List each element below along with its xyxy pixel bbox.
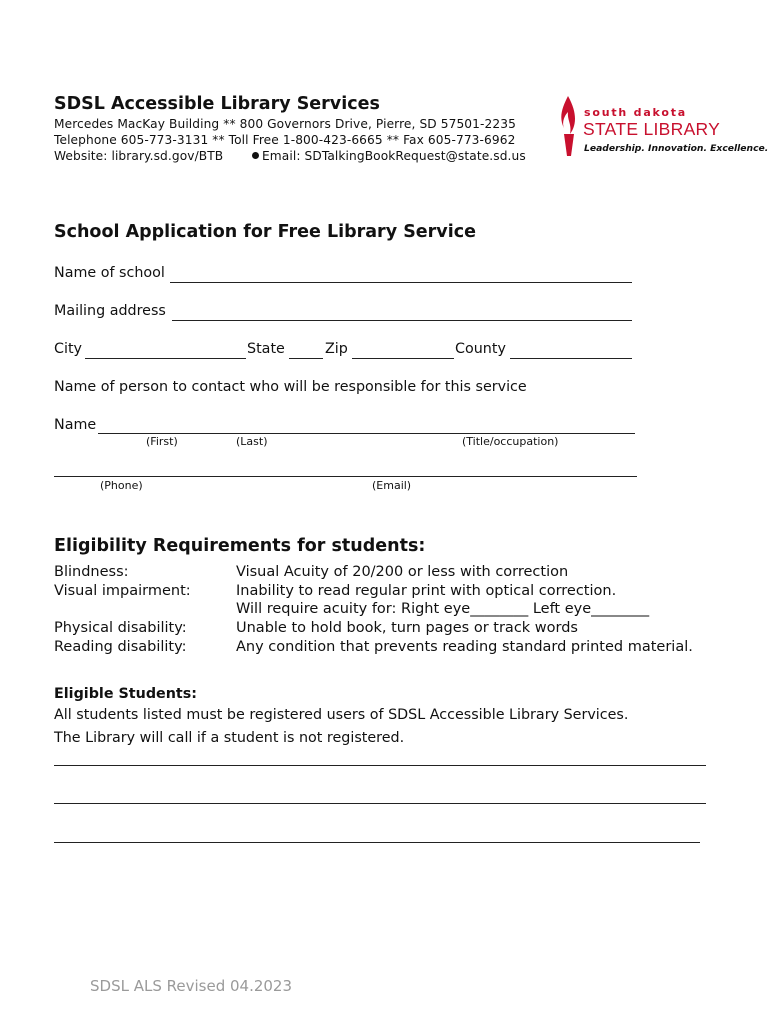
zip-input-line[interactable]	[352, 358, 454, 359]
logo-line2: STATE LIBRARY	[583, 119, 721, 139]
student-line-1[interactable]	[54, 765, 706, 766]
logo-line1: south dakota	[584, 106, 688, 119]
contact-intro: Name of person to contact who will be responsible for this service	[54, 379, 527, 395]
torch-flame-icon	[556, 94, 582, 158]
state-input-line[interactable]	[289, 358, 323, 359]
school-label: Name of school	[54, 265, 165, 281]
state-library-logo	[556, 94, 769, 160]
eligibility-desc-physical: Unable to hold book, turn pages or track words	[236, 620, 578, 636]
header-address: Mercedes MacKay Building ** 800 Governors Drive, Pierre, SD 57501-2235	[54, 117, 516, 131]
eligible-students-line1: All students listed must be registered users of SDSL Accessible Library Services.	[54, 707, 629, 723]
header-telephone: Telephone 605-773-3131 ** Toll Free 1-800-423-6665 ** Fax 605-773-6962	[54, 133, 516, 147]
eligible-students-title: Eligible Students:	[54, 686, 197, 702]
eligibility-label-reading: Reading disability:	[54, 639, 187, 655]
eligibility-title: Eligibility Requirements for students:	[54, 536, 426, 556]
name-input-line[interactable]	[98, 433, 635, 434]
header-email-row	[252, 149, 526, 163]
application-title: School Application for Free Library Service	[54, 222, 476, 242]
school-input-line[interactable]	[170, 282, 632, 283]
phone-caption: (Phone)	[100, 479, 143, 492]
student-line-3[interactable]	[54, 842, 700, 843]
mailing-label: Mailing address	[54, 303, 166, 319]
eligible-students-line2: The Library will call if a student is not registered.	[54, 730, 405, 746]
title-caption: (Title/occupation)	[462, 435, 559, 448]
eligibility-desc-visual: Inability to read regular print with optical correction.	[236, 583, 617, 599]
phone-email-input-line[interactable]	[54, 476, 637, 477]
name-label: Name	[54, 417, 97, 433]
email-caption: (Email)	[372, 479, 412, 492]
last-caption: (Last)	[236, 435, 268, 448]
bullet-icon	[252, 152, 259, 159]
student-line-2[interactable]	[54, 803, 706, 804]
city-input-line[interactable]	[85, 358, 246, 359]
header-website: Website: library.sd.gov/BTB	[54, 149, 224, 163]
first-caption: (First)	[146, 435, 178, 448]
zip-label: Zip	[325, 341, 348, 357]
eligibility-desc-acuity: Will require acuity for: Right eye________ Left eye________	[236, 601, 650, 617]
eligibility-desc-blindness: Visual Acuity of 20/200 or less with correction	[236, 564, 569, 580]
header-title: SDSL Accessible Library Services	[54, 94, 380, 114]
state-label: State	[247, 341, 285, 357]
eligibility-desc-reading: Any condition that prevents reading standard printed material.	[236, 639, 693, 655]
eligibility-label-visual: Visual impairment:	[54, 583, 191, 599]
city-label: City	[54, 341, 83, 357]
header-email: Email: SDTalkingBookRequest@state.sd.us	[262, 149, 526, 163]
logo-tagline: Leadership. Innovation. Excellence.	[584, 143, 769, 154]
revision-footer: SDSL ALS Revised 04.2023	[90, 977, 293, 995]
eligibility-label-physical: Physical disability:	[54, 620, 187, 636]
county-label: County	[455, 341, 506, 357]
eligibility-label-blindness: Blindness:	[54, 564, 129, 580]
mailing-input-line[interactable]	[172, 320, 632, 321]
county-input-line[interactable]	[510, 358, 632, 359]
